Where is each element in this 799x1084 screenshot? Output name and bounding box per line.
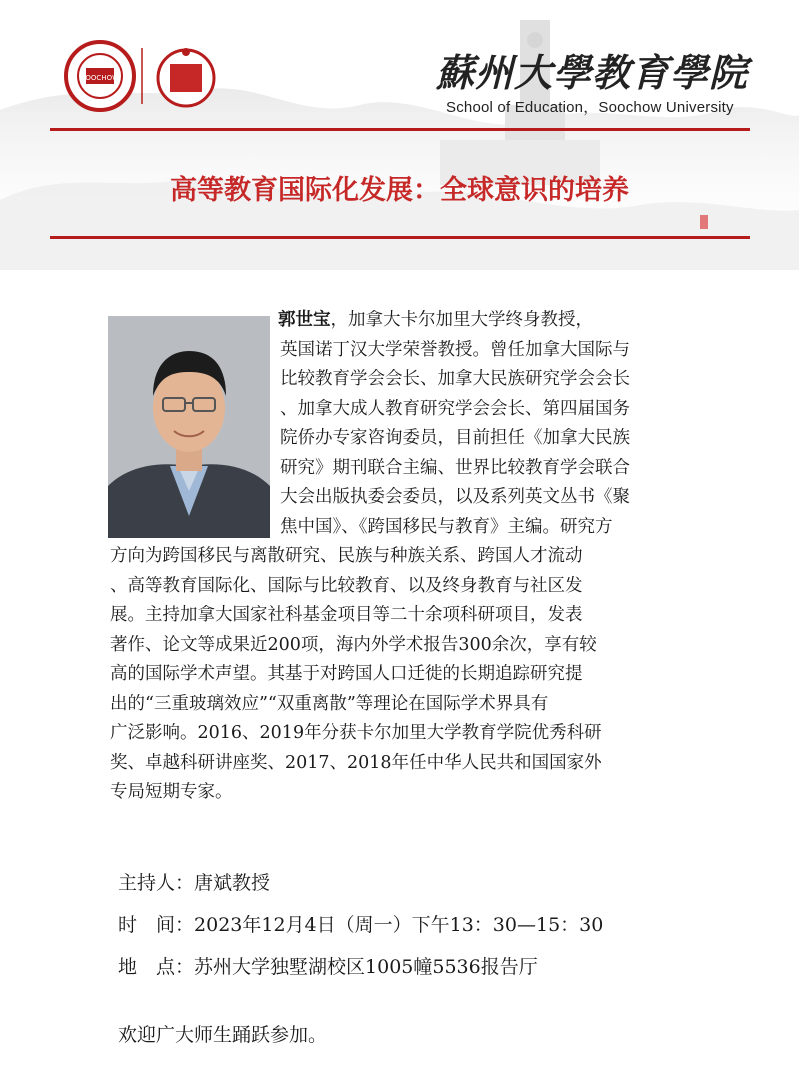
bio-line: 大会出版执委会委员，以及系列英文丛书《聚 bbox=[280, 487, 630, 507]
bio-line: 广泛影响。2016、2019年分获卡尔加里大学教育学院优秀科研 bbox=[110, 723, 602, 743]
bio-line: 展。主持加拿大国家社科基金项目等二十余项科研项目，发表 bbox=[110, 605, 583, 625]
talk-title: 高等教育国际化发展：全球意识的培养 bbox=[170, 175, 629, 206]
bio-line: 奖、卓越科研讲座奖、2017、2018年任中华人民共和国国家外 bbox=[110, 752, 602, 773]
school-name-text: 蘇州大學教育學院 bbox=[436, 50, 749, 95]
host-label: 主持人： bbox=[118, 872, 195, 894]
host-value: 唐斌教授 bbox=[194, 872, 271, 894]
bottom-divider bbox=[50, 236, 750, 239]
welcome-text: 欢迎广大师生踊跃参加。 bbox=[118, 1024, 328, 1046]
time-value: 2023年12月4日（周一）下午13：30—15：30 bbox=[194, 914, 604, 936]
school-logos bbox=[64, 40, 234, 112]
svg-text:SOOCHOW: SOOCHOW bbox=[80, 74, 120, 82]
speaker-name: 郭世宝 bbox=[278, 310, 331, 330]
speaker-bio bbox=[110, 306, 710, 808]
top-divider bbox=[50, 128, 750, 131]
bio-text: ，加拿大卡尔加里大学终身教授， bbox=[330, 310, 593, 330]
bio-line: 比较教育学会会长、加拿大民族研究学会会长 bbox=[280, 369, 630, 389]
bio-line: 研究》期刊联合主编、世界比较教育学会联合 bbox=[280, 457, 630, 478]
header-banner bbox=[0, 0, 799, 270]
bio-line: 专局短期专家。 bbox=[110, 782, 233, 802]
bio-line: 方向为跨国移民与离散研究、民族与种族关系、跨国人才流动 bbox=[110, 546, 583, 566]
bio-line: 著作、论文等成果近200项，海内外学术报告300余次，享有较 bbox=[110, 634, 597, 655]
school-name-chinese bbox=[436, 42, 766, 97]
bio-line: 、加拿大成人教育研究学会会长、第四届国务 bbox=[280, 398, 630, 419]
place-label: 地 点： bbox=[118, 956, 195, 978]
place-row bbox=[118, 952, 538, 979]
host-row bbox=[118, 868, 270, 895]
bio-line: 出的“三重玻璃效应”“双重离散”等理论在国际学术界具有 bbox=[110, 693, 549, 714]
bio-line bbox=[110, 306, 710, 336]
bio-line: 英国诺丁汉大学荣誉教授。曾任加拿大国际与 bbox=[280, 339, 630, 360]
bio-line: 、高等教育国际化、国际与比较教育、以及终身教育与社区发 bbox=[110, 575, 583, 596]
school-name-english: School of Education，Soochow University bbox=[446, 99, 734, 116]
place-value: 苏州大学独墅湖校区1005幢5536报告厅 bbox=[194, 956, 538, 978]
bio-line: 高的国际学术声望。其基于对跨国人口迁徙的长期追踪研究提 bbox=[110, 664, 583, 684]
time-row bbox=[118, 910, 603, 937]
bio-line: 院侨办专家咨询委员，目前担任《加拿大民族 bbox=[280, 428, 630, 448]
time-label: 时 间： bbox=[118, 914, 195, 936]
bio-line: 焦中国》、《跨国移民与教育》主编。研究方 bbox=[280, 516, 613, 537]
